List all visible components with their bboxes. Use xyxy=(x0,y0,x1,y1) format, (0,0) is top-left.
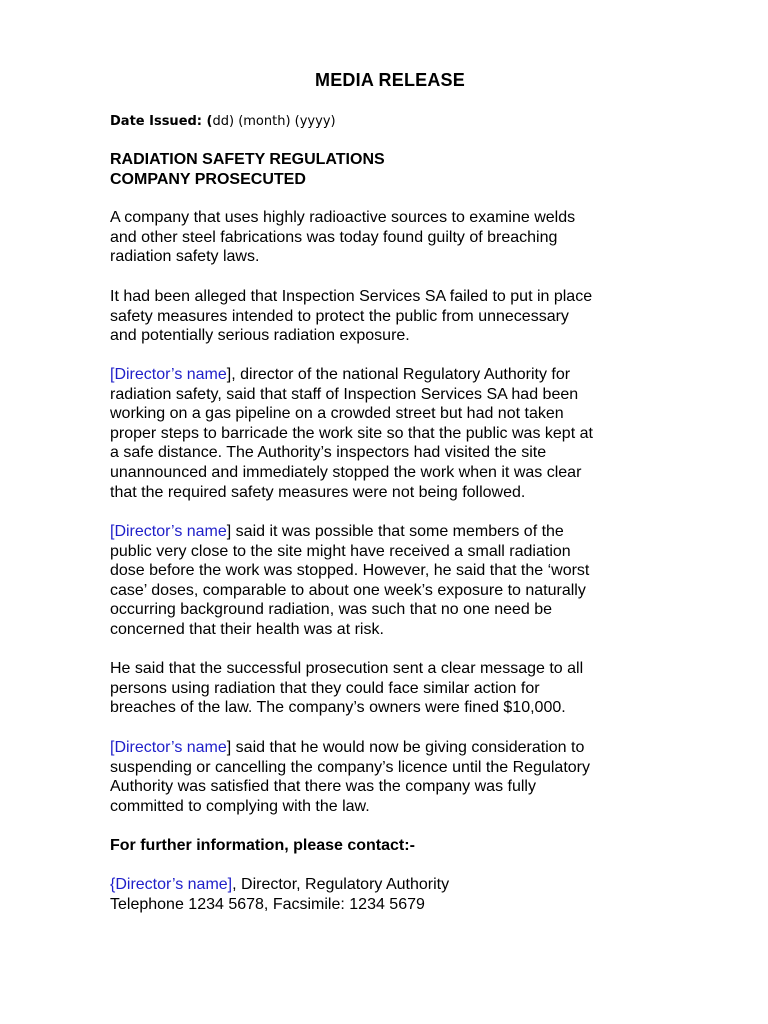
text-line: For further information, please contact:- xyxy=(110,837,415,854)
text-line: It had been alleged that Inspection Services SA failed to put in place xyxy=(110,288,593,305)
text-line: committed to complying with the law. xyxy=(110,797,370,815)
date-issued-value: dd) (month) (yyyy) xyxy=(212,114,336,129)
date-issued-label: Date Issued: xyxy=(110,114,203,129)
text-line xyxy=(110,875,670,895)
text-line: and potentially serious radiation exposure. xyxy=(110,327,410,345)
text-line: breaches of the law. The company’s owners were fined $10,000. xyxy=(110,699,566,717)
text-line xyxy=(110,365,670,385)
text-line: proper steps to barricade the work site so that the public was kept at xyxy=(110,424,593,442)
text-line: safety measures intended to protect the public from unnecessary xyxy=(110,307,569,325)
text-line: working on a gas pipeline on a crowded street but had not taken xyxy=(110,405,564,423)
paragraph-4 xyxy=(110,522,670,640)
paragraph-5 xyxy=(110,659,670,718)
text-line: concerned that their health was at risk. xyxy=(110,620,384,638)
director-name-placeholder: {Director’s name] xyxy=(110,876,233,893)
text-line xyxy=(110,522,670,542)
paragraph-3 xyxy=(110,365,670,502)
director-name-placeholder: [Director’s name xyxy=(110,366,227,383)
text-line: radiation safety, said that staff of Inspection Services SA had been xyxy=(110,385,579,403)
text-line: suspending or cancelling the company’s licence until the Regulatory xyxy=(110,758,590,776)
text-line xyxy=(110,738,670,758)
contact-block xyxy=(110,875,670,914)
paragraph-1 xyxy=(110,208,670,267)
text-line: Authority was satisfied that there was the company was fully xyxy=(110,778,536,796)
director-name-placeholder: [Director’s name xyxy=(110,739,227,756)
contact-heading xyxy=(110,836,670,856)
headline-line: RADIATION SAFETY REGULATIONS xyxy=(110,151,385,168)
text-run: ], director of the national Regulatory Authority for xyxy=(226,366,571,383)
headline-line: COMPANY PROSECUTED xyxy=(110,171,306,188)
text-line: He said that the successful prosecution sent a clear message to all xyxy=(110,660,584,677)
text-line: that the required safety measures were not being followed. xyxy=(110,483,526,501)
text-run: , Director, Regulatory Authority xyxy=(232,876,450,893)
text-run: ] said that he would now be giving consideration to xyxy=(226,739,585,756)
text-line: a safe distance. The Authority’s inspectors had visited the site xyxy=(110,444,547,462)
date-open-paren: ( xyxy=(202,114,213,129)
text-line: case’ doses, comparable to about one week’s exposure to naturally xyxy=(110,581,586,599)
text-line: occurring background radiation, was such that no one need be xyxy=(110,601,553,619)
paragraph-2 xyxy=(110,287,670,346)
text-line: dose before the work was stopped. However, he said that the ‘worst xyxy=(110,562,590,580)
text-run: ] said it was possible that some members of the xyxy=(226,523,564,540)
director-name-placeholder: [Director’s name xyxy=(110,523,227,540)
paragraph-6 xyxy=(110,738,670,816)
page-title: MEDIA RELEASE xyxy=(315,70,465,90)
headline xyxy=(110,150,385,190)
text-line: A company that uses highly radioactive sources to examine welds xyxy=(110,209,576,226)
text-line: and other steel fabrications was today found guilty of breaching xyxy=(110,228,558,246)
text-line: radiation safety laws. xyxy=(110,248,260,266)
contact-phone-fax: Telephone 1234 5678, Facsimile: 1234 5679 xyxy=(110,895,425,913)
date-issued-line xyxy=(110,113,336,131)
text-line: unannounced and immediately stopped the work when it was clear xyxy=(110,463,582,481)
text-line: public very close to the site might have received a small radiation xyxy=(110,542,571,560)
text-line: persons using radiation that they could face similar action for xyxy=(110,679,540,697)
